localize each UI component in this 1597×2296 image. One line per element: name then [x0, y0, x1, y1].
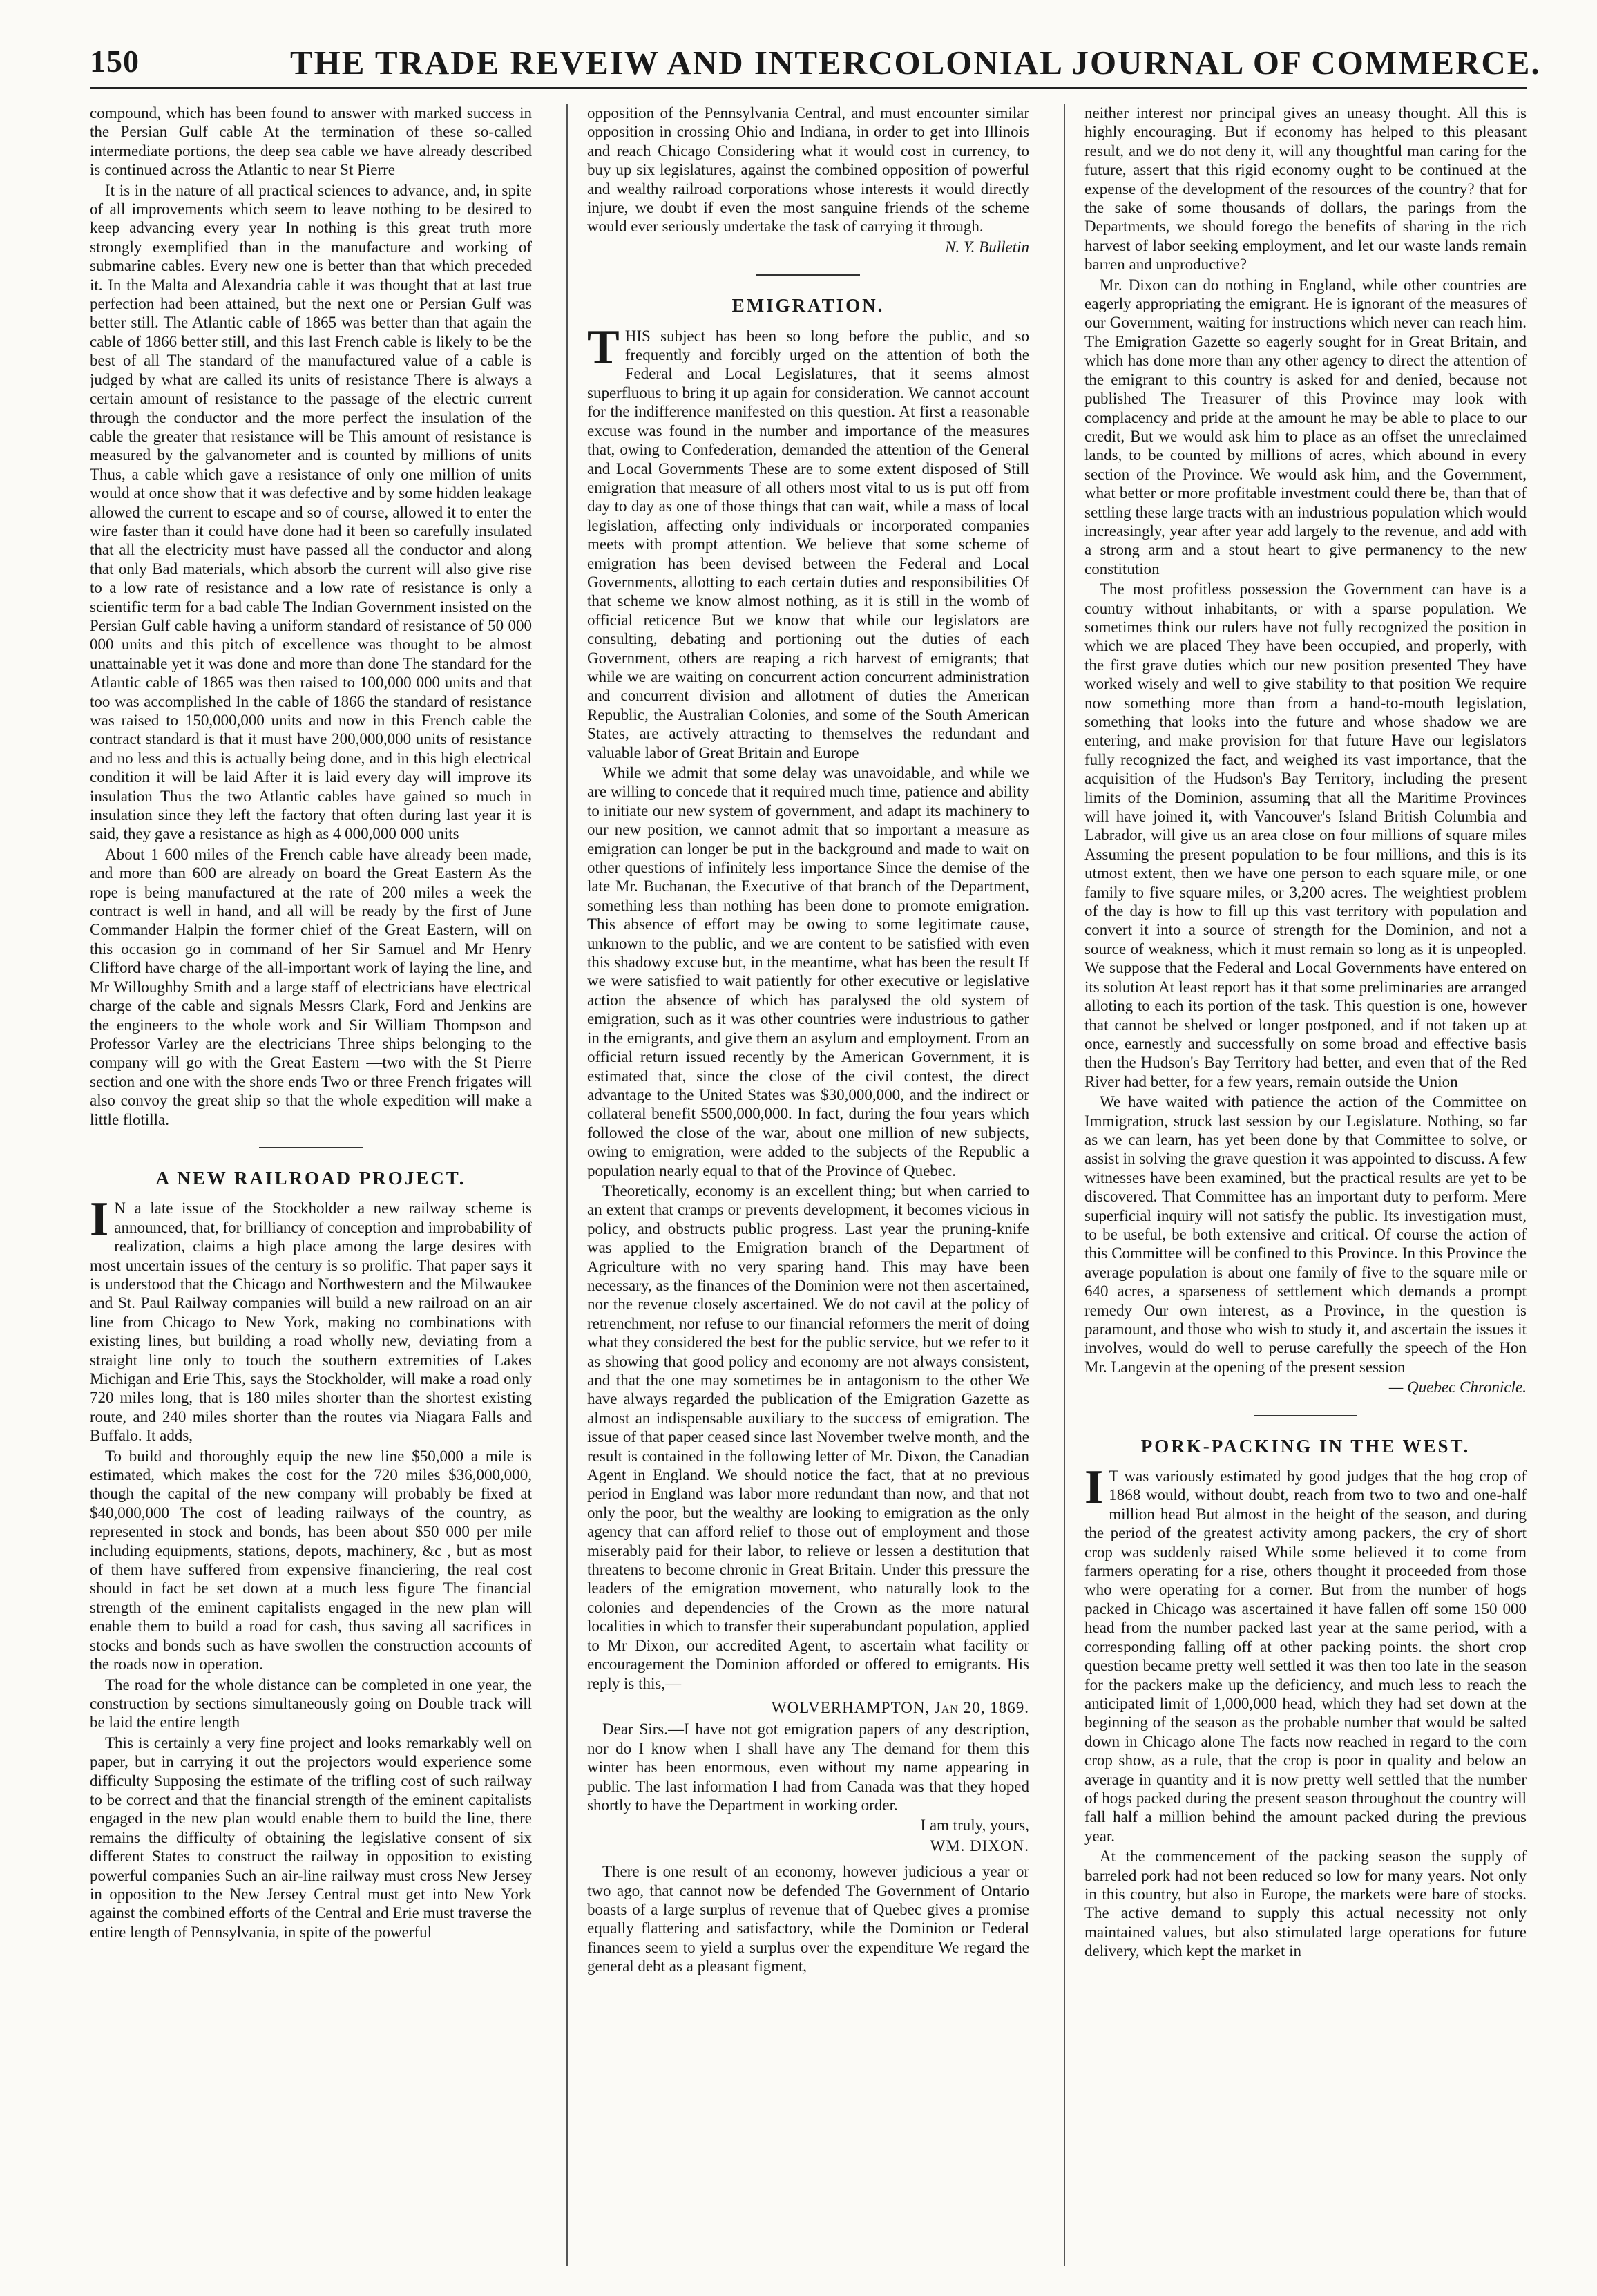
pork-article-title: PORK-PACKING IN THE WEST. — [1140, 1435, 1471, 1457]
column-left — [90, 104, 532, 2266]
section-divider — [1254, 1415, 1357, 1416]
letter-body: Dear Sirs.—I have not got emigration papers of any description, nor do I know when I shall have any The demand for them this winter has been enormous, even without my name appearing in public. The last information I had from Canada was that they hoped shortly to have the Department in working order. — [587, 1720, 1029, 1814]
pork-paragraph: At the commencement of the packing season the supply of barreled pork had not been reduced so low for many years. Not only in this country, but also in Europe, the markets were bare of stocks. The active demand to supply this actual necessity not only maintained values, but also stimulated large operations for future delivery, which kept the market in — [1084, 1848, 1527, 1960]
section-divider — [756, 274, 860, 276]
railroad-source: N. Y. Bulletin — [945, 238, 1029, 256]
emigration-paragraph: We have waited with patience the action of the Committee on Immigration, struck last session by our Legislature. Nothing, so far as we can learn, has yet been done by that Committee to solve, or assist in solving the grave question it was appointed to discuss. A few witnesses have been examined, but the practical results are yet to be discovered. That Committee has an important duty to perform. Mere superficial inquiry will not satisfy the public. Its investigation must, to be useful, be both extensive and critical. Of course the action of this Committee will be confined to this Province. In this Province the average population is about one family of five to the square mile or 640 acres, a sparseness of settlement which demands a prompt remedy Our own interest, as a Province, in the question is paramount, and those who wish to study it, and ascertain the issues it involves, would do well to peruse carefully the speech of the Hon Mr. Langevin at the opening of the present session — [1084, 1093, 1527, 1376]
emigration-paragraph: While we admit that some delay was unavoidable, and while we are willing to concede that it required much time, patience and ability to initiate our new system of government, and adapt its machinery to our new position, we cannot admit that so important a measure as emigration can longer be put in the background and made to wait on other questions of infinitely less importance Since the demise of the late Mr. Buchanan, the Executive of that branch of the Department, something less than nothing has been done to promote emigration. This absence of effort may be owing to some legitimate cause, unknown to the public, and we are content to be satisfied with even this shadowy excuse but, in the meantime, what has been the result If we were satisfied to wait patiently for other executive or legislative action the absence of which has paralysed the old system of emigration, such as it was other countries were industrious to gather in the emigrants, and give them an asylum and employment. From an official return issued recently by the American Government, it is estimated that, since the close of the civil contest, the direct advantage to the United States was $30,000,000, and the indirect or collateral benefit $500,000,000. In fact, during the four years which followed the close of the war, about one million of new subjects, owing to emigration, were added to the subjects of the Republic a population nearly equal to that of the Province of Quebec. — [587, 764, 1029, 1179]
emigration-paragraph: There is one result of an economy, however judicious a year or two ago, that cannot now be defended The Government of Ontario boasts of a large surplus of revenue that of Quebec gives a promise equally flattering and satisfactory, while the Dominion or Federal finances seem to yield a surplus over the expenditure We regard the general debt as a pleasant figment, — [587, 1863, 1029, 1975]
drop-cap: I — [1084, 1461, 1104, 1515]
railroad-paragraph: The road for the whole distance can be completed in one year, the construction by sections simultaneously going on Double track will be laid the entire length — [90, 1676, 532, 1732]
emigration-paragraph: Theoretically, economy is an excellent thing; but when carried to an extent that cramps or prevents development, it becomes vicious in policy, and obstructs public progress. Last year the pruning-knife was applied to the Emigration branch of the Department of Agriculture with no very sparing hand. This may have been necessary, as the finances of the Dominion were not then ascertained, nor the revenue closely ascertained. We do not cavil at the policy of retrenchment, nor refuse to our financial reformers the merit of doing what they considered the best for the public service, but we refer to it as showing that good policy and economy are not always consistent, and that the one may sometimes be in antagonism to the other We have always regarded the publication of the Emigration Gazette as almost an indispensable auxiliary to the success of emigration. The issue of that paper ceased since last November twelve month, and the result is contained in the following letter of Mr. Dixon, the Canadian Agent in England. We should notice the fact, that at no previous period in England was labor more redundant than now, and that not only the poor, but the wealthy are looking to emigration as the only agency that can afford relief to those out of employment and those miserably paid for their labor, to relieve or lessen a destitution that threatens to become chronic in Great Britain. Under this pressure the leaders of the emigration movement, who naturally look to the colonies and dependencies of the Crown as the more natural localities in which to transfer their superabundant population, applied to Mr Dixon, our accredited Agent, to ascertain what facility or encouragement the Dominion afforded or offered to emigrants. His reply is this,— — [587, 1182, 1029, 1692]
cable-paragraph: compound, which has been found to answer with marked success in the Persian Gulf cable At the termination of these so-called intermediate portions, the deep sea cable we have already described is continued across the Atlantic to near St Pierre — [90, 104, 532, 179]
emigration-paragraph: neither interest nor principal gives an uneasy thought. All this is highly encouraging. But if economy has helped to this pleasant result, and we do not deny it, will any thoughtful man caring for the future, assert that this rigid economy ought to be continued at the expense of the development of the resources of the country? that for the sake of some thousands of dollars, the parings from the Departments, we should forego the benefits of sharing in the rich harvest of labor seeking employment, and let our waste lands remain barren and unproductive? — [1084, 104, 1527, 274]
drop-cap: T — [587, 320, 620, 374]
railroad-paragraph-text: N a late issue of the Stockholder a new railway scheme is announced, that, for brilliancy of conception and improbability of realization, claims a high place among the large desires with most uncertain issues of the century is so prolific. That paper says it is understood that the Chicago and Northwestern and the Milwaukee and St. Paul Railway companies will build a new railroad on an air line from Chicago to New York, making no combinations with existing lines, but building a road wholly new, deviating from a straight line only to touch the southern extremities of Lakes Michigan and Erie This, says the Stockholder, will make a road only 720 miles long, that is 180 miles shorter than the shortest existing route, and 240 miles shorter than the routes via Niagara Falls and Buffalo. It adds, — [90, 1199, 532, 1445]
railroad-paragraph: To build and thoroughly equip the new line $50,000 a mile is estimated, which makes the cost for the 720 miles $36,000,000, though the capital of the new company will probably be fixed at $40,000,000 The cost of leading railways of the country, as represented in stock and bonds, has been about $50 000 per mile including equipments, stations, depots, machinery, &c , but as most of them have suffered from expensive financiering, the real cost should in fact be set down at a much less figure The financial strength of the eminent capitalists engaged in the new plan will enable them to build a road for cash, thus saving all sacrifices in stocks and bonds such as have swollen the construction accounts of the roads now in operation. — [90, 1447, 532, 1673]
column-right — [1084, 104, 1527, 2266]
column-middle — [587, 104, 1029, 2266]
cable-paragraph: It is in the nature of all practical sciences to advance, and, in spite of all improvements which seem to leave nothing to be desired to keep advancing every year In nothing is this great truth more strongly exemplified than in the manufacture and working of submarine cables. Every new one is better than that which preceded it. In the Malta and Alexandria cable it was thought that at last true perfection had been attained, but the next one or Persian Gulf was better still. The Atlantic cable of 1865 was better than that again the cable of 1866 better still, and this last French cable is likely to be the best of all The standard of the manufactured value of a cable is judged by what are called its units of resistance There is always a certain amount of resistance to the passage of the electric current through the conductor and the more perfect the insulation of the cable the greater that resistance will be This amount of resistance is measured by the galvanometer and is counted by millions of units Thus, a cable which gave a resistance of only one million of units would at once show that it was defective and by some hidden leakage allowed the current to escape and so of course, allowed it to enter the wire faster than it could have done had it been so carefully insulated that all the electricity must have passed all the conductor and along that only Bad materials, which absorb the current will also give rise to a low rate of resistance and a low rate of resistance is only a scientific term for a bad cable The Indian Government insisted on the Persian Gulf cable having a uniform standard of resistance of 50 000 000 units and this pitch of excellence was thought to be almost unattainable yet it was done and more than done The standard for the Atlantic cable of 1865 was then raised to 100,000 000 units and that too was accomplished In the cable of 1866 the standard of resistance was raised to 150,000,000 units and now in this French cable the contract standard is that it must have 200,000,000 units of resistance and no less and this is actually being done, and in this high electrical condition it will be laid After it is laid every day will improve its insulation Thus the two Atlantic cables have gained so much in insulation since they left the factory that often during last year it is said, they gave a resistance as high as 4 000,000 000 units — [90, 181, 532, 843]
running-header — [90, 43, 1541, 89]
emigration-paragraph: The most profitless possession the Government can have is a country without inhabitants, or with a sparse population. We sometimes think our rulers have not fully recognized the position in which we are placed They have been occupied, and properly, with the first grave duties which our new position presented They have worked wisely and well to give stability to that position We require now something more than from a hand-to-mouth legislation, something that looks into the future and whose shadow we are entering, and make provision for that future Have our legislators fully recognized the fact, and weighed its vast importance, that the acquisition of the Hudson's Bay Territory, including the present limits of the Dominion, assuming that all the Maritime Provinces will have joined it, with Vancouver's Island British Columbia and Labrador, will give us an area close on four millions of square miles Assuming the present population to be four millions, and this is its utmost extent, then we have one person to each square mile, or one family to five square miles, or 3,200 acres. The weightiest problem of the day is how to fill up this vast territory with population and convert it into a source of strength for the Dominion, and not a source of weakness, which it must remain so long as it is unpeopled. We suppose that the Federal and Local Governments have entered on its solution At least report has it that some preliminaries are arranged alloting to each its portion of the task. This question is one, however that cannot be shelved or longer postponed, and if not taken up at once, earnestly and successfully on some broad and effective basis then the Hudson's Bay Territory had better, and even that of the Red River had better, for a few years, remain outside the Union — [1084, 580, 1527, 1090]
railroad-paragraph — [90, 1193, 532, 1445]
emigration-article-title: EMIGRATION. — [731, 295, 885, 316]
emigration-paragraph: Mr. Dixon can do nothing in England, while other countries are eagerly appropriating the emigrant. He is ignorant of the measures of our Government, waiting for instructions which never can reach him. The Emigration Gazette so eagerly sought for in Great Britain, and which has done more than any other agency to direct the attention of the emigrant to this country is asked for and denied, because not published The Treasurer of this Province may look with complacency and pride at the amount he may be able to place to our credit, But we would ask him to place as an offset the unreclaimed lands, to be counted by millions of acres, which abound in every section of the Province. We would ask him, and the Government, what better or more profitable investment could there be, than that of settling these large tracts with an industrious population which would increasingly, year after year add largely to the revenue, and add with a strong arm and a stout heart to give permanency to the new constitution — [1084, 276, 1527, 578]
column-divider — [566, 104, 568, 2266]
letter-signoff: I am truly, yours, — [920, 1816, 1029, 1834]
railroad-paragraph: opposition of the Pennsylvania Central, and must encounter similar opposition in crossing Ohio and Indiana, in order to get into Illinois and reach Chicago Considering what it would cost in currency, to buy up six legislatures, against the combined opposition of powerful and wealthy railroad corporations whose interests it would directly injure, we doubt if even the most sanguine friends of the scheme would ever seriously undertake the task of carrying it through. — [587, 104, 1029, 236]
drop-cap: I — [90, 1193, 109, 1246]
railroad-article-title: A NEW RAILROAD PROJECT. — [155, 1167, 466, 1188]
pork-paragraph — [1084, 1461, 1527, 1846]
cable-paragraph: About 1 600 miles of the French cable have already been made, and more than 600 are already on board the Great Eastern As the rope is being manufactured at the rate of 200 miles a week the contract is well in hand, and all will be ready by the first of June Commander Halpin the former chief of the Great Eastern, will on this occasion go in command of her Sir Samuel and Mr Henry Clifford have charge of the all-important work of laying the line, and Mr Willoughby Smith and a large staff of electricians have electrical charge of the cable and signals Messrs Clark, Ford and Jenkins are the engineers to the whole work and Sir William Thompson and Professor Varley are the electricians Three ships belonging to the company will go with the Great Eastern —two with the St Pierre section and one with the shore ends Two or three French frigates will also convoy the great ship so that the whole expedition will make a little flotilla. — [90, 845, 532, 1128]
emigration-paragraph-text: HIS subject has been so long before the public, and so frequently and forcibly urged on the attention of both the Federal and Local Legislatures, that it seems almost superfluous to bring it up again for consideration. We cannot account for the indifference manifested on this question. At first a reasonable excuse was found in the number and importance of the measures that, owing to Confederation, demanded the attention of the General and Local Governments These are to some extent disposed of Still emigration that measure of all others most vital to us is put off from day to day as one of those things that can wait, while a mass of local legislation, affecting only individuals or incorporated companies meets with prompt attention. We believe that some scheme of emigration has been devised between the Federal and Local Governments, allotting to each certain duties and responsibilities Of that scheme we know almost nothing, as it is still in the womb of official reticence But we know that while our legislators are consulting, debating and portioning out the duties of each Government, others are reaping a rich harvest of emigrants; that while we are waiting on concurrent action concurrent administration and concurrent division and allotment of duties the American Republic, the Australian Colonies, and some of the South American States, are actively attracting to themselves the redundant and valuable labor of Great Britain and Europe — [587, 327, 1029, 761]
emigration-source: — Quebec Chronicle. — [1388, 1378, 1527, 1396]
article-columns — [90, 104, 1527, 2280]
section-divider — [259, 1147, 363, 1148]
letter-signature: WM. DIXON. — [930, 1837, 1029, 1854]
railroad-paragraph: This is certainly a very fine project and looks remarkably well on paper, but in carrying it out the projectors would experience some difficulty Supposing the estimate of the trifling cost of such railway to be correct and that the financial strength of the eminent capitalists engaged in the new plan would enable them to build the line, there remains the difficulty of obtaining the legislative consent of six different States to construct the railway in opposition to existing powerful companies Such an air-line railway must cross New Jersey in opposition to the New Jersey Central must get into New York against the combined efforts of the Central and Erie must traverse the entire length of Pennsylvania, in spite of the powerful — [90, 1734, 532, 1941]
emigration-paragraph — [587, 320, 1029, 762]
journal-title: THE TRADE REVEIW AND INTERCOLONIAL JOURNAL OF COMMERCE. — [290, 44, 1541, 82]
page-number: 150 — [90, 44, 140, 79]
column-divider — [1064, 104, 1065, 2266]
pork-paragraph-text: T was variously estimated by good judges that the hog crop of 1868 would, without doubt, reach from two to two and one-half million head But almost in the height of the season, and during the period of the greatest activity among packers, the cry of short crop was suddenly raised While some believed it to come from farmers operating for a rise, others thought it proceeded from those who were operating for a corner. But from the number of hogs packed in Chicago was ascertained it have fallen off some 150 000 head from the number packed last year at the same period, with a corresponding falling off at other packing points. the short crop question became pretty well settled it was then too late in the season for the packers make up the deficiency, and much less to reach the anticipated limit of 1,000,000 head, which they had set down at the beginning of the season as the probable number that would be salted down in Chicago alone The facts now reached in regard to the corn crop show, as a rule, that the crop is poor in quality and below an average in quantity and it is now pretty well settled that the number of hogs packed during the present season throughout the country will fall half a million behind the amount packed during the previous year. — [1084, 1468, 1527, 1845]
letter-dateline: WOLVERHAMPTON, Jan 20, 1869. — [771, 1698, 1029, 1716]
